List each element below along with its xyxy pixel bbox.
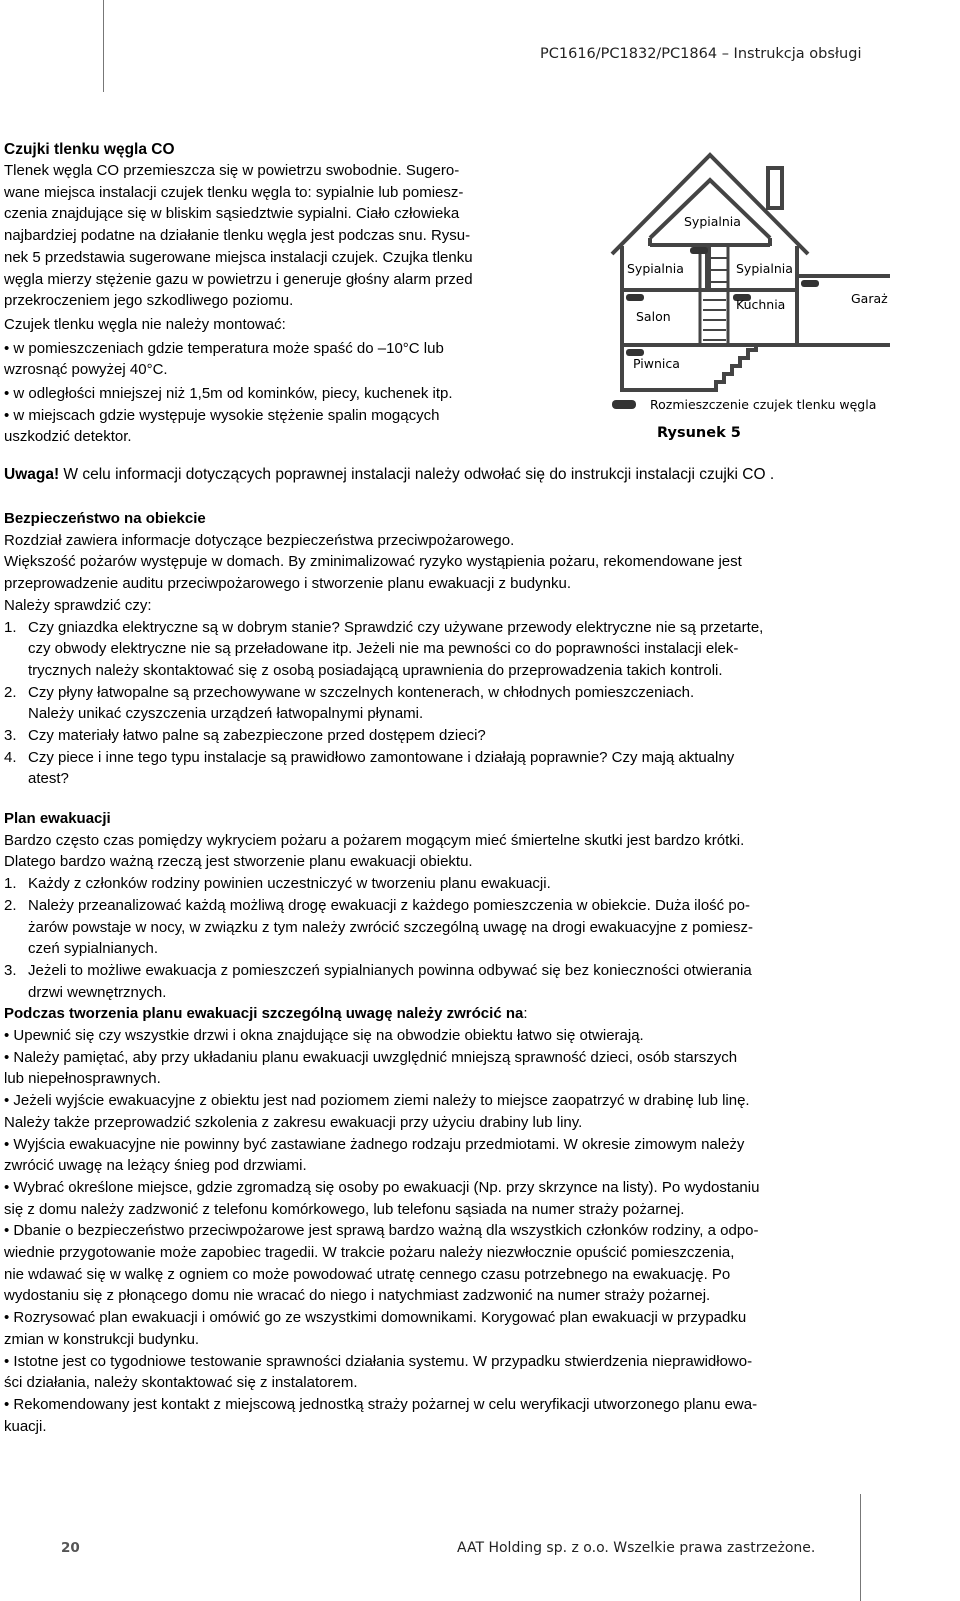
bullet-line: • Rekomendowany jest kontakt z miejscową jednostką straży pożarnej w celu weryfikacji utworzonego planu ewa- (4, 1395, 758, 1413)
text-line: atest? (28, 770, 69, 788)
text-line: żarów powstaje w nocy, w związku z tym należy zwrócić szczególną uwagę na drogi ewakuacyjne z pomiesz- (28, 918, 754, 936)
bullet-line: • w miejscach gdzie występuje wysokie stężenie spalin mogących (4, 406, 440, 424)
bullet-line: • w odległości mniejszej niż 1,5m od kominków, piecy, kuchenek itp. (4, 385, 453, 403)
bullet-line: kuacji. (4, 1417, 47, 1435)
list-number: 3. (4, 961, 17, 979)
co-detector-marker (801, 280, 819, 287)
co-paragraph (4, 160, 589, 312)
list-item (4, 895, 949, 960)
list-number: 2. (4, 683, 17, 701)
list-item (4, 617, 949, 682)
text-line: czeń sypialnianych. (28, 940, 159, 958)
evac-subheading (4, 1003, 949, 1025)
list-item (4, 682, 949, 725)
text-line: Czy piece i inne tego typu instalacje są prawidłowo zamontowane i działają poprawnie? Czy mają aktualny (28, 748, 735, 766)
text-line: trycznych należy skontaktować się z osobą posiadającą uprawnienia do przeprowadzenia takich kontroli. (28, 661, 723, 679)
footer-copyright: AAT Holding sp. z o.o. Wszelkie prawa zastrzeżone. (457, 1540, 816, 1556)
text-line: przeprowadzenie auditu przeciwpożarowego i stworzenie planu ewakuacji z budynku. (4, 575, 571, 593)
bullet-line: • Istotne jest co tygodniowe testowanie sprawności działania systemu. W przypadku stwierdzenia nieprawidłowo- (4, 1352, 753, 1370)
page-number: 20 (61, 1540, 80, 1556)
bullet-line: • w pomieszczeniach gdzie temperatura może spaść do –10°C lub (4, 339, 444, 357)
text-line: wane miejsca instalacji czujek tlenku węgla to: sypialnie lub pomiesz- (4, 183, 464, 201)
evac-list (4, 873, 949, 1003)
evac-section (4, 808, 949, 1437)
text-line: drzwi wewnętrznych. (28, 983, 167, 1001)
text-line: Należy sprawdzić czy: (4, 596, 152, 614)
text-line: przekroczeniem jego szkodliwego poziomu. (4, 292, 294, 310)
figure-caption: Rysunek 5 (657, 425, 741, 441)
room-label-kitchen: Kuchnia (736, 297, 786, 312)
list-item (4, 725, 949, 747)
bullet-line: nie wdawać się w walkę z ogniem co może powodować utratę cennego czasu potrzebnego na ewakuację. Po (4, 1265, 731, 1283)
subheading-colon: : (523, 1005, 528, 1023)
text-line: Czy gniazdka elektryczne są w dobrym stanie? Sprawdzić czy używane przewody elektryczne nie są przetarte, (28, 618, 764, 636)
co-bullets (4, 338, 589, 449)
text-line: Należy przeanalizować każdą możliwą drogę ewakuacji z każdego pomieszczenia w obiekcie. Duża ilość po- (28, 896, 751, 914)
text-line: Należy unikać czyszczenia urządzeń łatwopalnymi płynami. (28, 705, 424, 723)
note-label: Uwaga! (4, 466, 60, 483)
bullet-line: • Dbanie o bezpieczeństwo przeciwpożarowe jest sprawą bardzo ważną dla wszystkich członków rodziny, a odpo- (4, 1222, 759, 1240)
text-line: Jeżeli to możliwe ewakuacja z pomieszczeń sypialnianych powinna odbywać się bez konieczności otwierania (28, 961, 752, 979)
text-line: węgla mierzy stężenie gazu w powietrzu i generuje głośny alarm przed (4, 270, 473, 288)
text-line: Rozdział zawiera informacje dotyczące bezpieczeństwa przeciwpożarowego. (4, 531, 515, 549)
bullet-line: zwrócić uwagę na leżący śnieg pod drzwiami. (4, 1157, 307, 1175)
text-line: Każdy z członków rodziny powinien uczestniczyć w tworzeniu planu ewakuacji. (28, 875, 551, 893)
text-line: Dlatego bardzo ważną rzeczą jest stworzenie planu ewakuacji obiektu. (4, 853, 473, 871)
list-number: 2. (4, 896, 17, 914)
bullet-line: • Wyjścia ewakuacyjne nie powinny być zastawiane żadnego rodzaju przedmiotami. W okresie zimowym należy (4, 1135, 745, 1153)
text-line: najbardziej podatne na działanie tlenku węgla jest podczas snu. Rysu- (4, 227, 471, 245)
footer-divider (860, 1494, 861, 1601)
room-label-basement: Piwnica (633, 356, 680, 371)
list-number: 1. (4, 875, 17, 893)
bullet-line: lub niepełnosprawnych. (4, 1070, 161, 1088)
co-section (4, 139, 589, 448)
page-header-title: PC1616/PC1832/PC1864 – Instrukcja obsługi (540, 46, 862, 62)
safety-section (4, 508, 949, 790)
bullet-line: • Rozrysować plan ewakuacji i omówić go ze wszystkimi domownikami. Korygować plan ewakuacji w przypadku (4, 1309, 747, 1327)
safety-list (4, 617, 949, 791)
text-line: Większość pożarów występuje w domach. By zminimalizować ryzyko wystąpienia pożaru, rekomendowane jest (4, 553, 742, 571)
header-divider (103, 0, 104, 92)
list-item (4, 873, 949, 895)
list-item (4, 960, 949, 1003)
bullet-line: zmian w konstrukcji budynku. (4, 1330, 200, 1348)
text-line: Tlenek węgla CO przemieszcza się w powietrzu swobodnie. Sugero- (4, 162, 460, 179)
bullet-line: • Jeżeli wyjście ewakuacyjne z obiektu jest nad poziomem ziemi należy to miejsce zaopatrzyć w drabinę lub linę. (4, 1092, 750, 1110)
figure-legend-text: Rozmieszczenie czujek tlenku węgla (650, 397, 877, 412)
text-line: nek 5 przedstawia sugerowane miejsca instalacji czujek. Czujka tlenku (4, 248, 473, 266)
room-label-right-bedroom: Sypialnia (736, 261, 793, 276)
bullet-line: wzrosnąć powyżej 40°C. (4, 361, 168, 379)
bullet-line: Należy także przeprowadzić szkolenia z zakresu ewakuacji przy użyciu drabiny lub liny. (4, 1113, 583, 1131)
bullet-line: • Upewnić się czy wszystkie drzwi i okna znajdujące się na obwodzie obiektu łatwo się otwierają. (4, 1027, 644, 1045)
safety-heading: Bezpieczeństwo na obiekcie (4, 510, 206, 527)
bullet-line: ści działania, należy skontaktować się z instalatorem. (4, 1374, 358, 1392)
bullet-line: • Wybrać określone miejsce, gdzie zgromadzą się osoby po ewakuacji (Np. przy skrzynce na listy). Po wydostaniu (4, 1178, 760, 1196)
list-item (4, 747, 949, 790)
roof-inner (650, 180, 770, 238)
text-line: Czy płyny łatwopalne są przechowywane w szczelnych kontenerach, w chłodnych pomieszczeniach. (28, 683, 695, 701)
text-line: czy obwody elektryczne nie są przeładowane itp. Jeżeli nie ma pewności co do poprawności instalacji elek- (28, 640, 739, 658)
bullet-line: wydostaniu się z płonącego domu nie wracać do niego i natychmiast zadzwonić na numer straży pożarnej. (4, 1287, 711, 1305)
chimney-shape (768, 168, 782, 208)
subheading-text: Podczas tworzenia planu ewakuacji szczególną uwagę należy zwrócić na (4, 1005, 524, 1023)
note-text: W celu informacji dotyczących poprawnej instalacji należy odwołać się do instrukcji instalacji czujki CO . (59, 466, 775, 483)
text-line: Czy materiały łatwo palne są zabezpieczone przed dostępem dzieci? (28, 727, 486, 745)
co-heading: Czujki tlenku węgla CO (4, 141, 175, 158)
bullet-line: się z domu należy zadzwonić z telefonu komórkowego, lub telefonu sąsiada na numer straży pożarnej. (4, 1200, 685, 1218)
list-number: 3. (4, 727, 17, 745)
list-number: 1. (4, 618, 17, 636)
co-note (4, 464, 954, 486)
evac-heading: Plan ewakuacji (4, 810, 111, 827)
room-label-salon: Salon (636, 309, 671, 324)
text-line: Bardzo często czas pomiędzy wykryciem pożaru a pożarem mogącym mieć śmiertelne skutki jest bardzo krótki. (4, 831, 745, 849)
co-detector-marker (626, 294, 644, 301)
co-detector-marker (690, 247, 708, 254)
bullet-line: uszkodzić detektor. (4, 428, 132, 446)
bullet-line: • Należy pamiętać, aby przy układaniu planu ewakuacji uwzględnić mniejszą sprawność dzieci, osób starszych (4, 1048, 738, 1066)
co-not-mount: Czujek tlenku węgla nie należy montować: (4, 315, 286, 333)
evac-bullets (4, 1025, 949, 1437)
list-number: 4. (4, 748, 17, 766)
co-detector-marker (626, 349, 644, 356)
room-label-top-bedroom: Sypialnia (684, 214, 741, 229)
bullet-line: wiednie przygotowanie może zapobiec tragedii. W trakcie pożaru należy niezwłocznie opuścić pomieszczenia, (4, 1244, 735, 1262)
room-label-garage: Garaż (851, 291, 888, 306)
text-line: czenia znajdujące się w bliskim sąsiedztwie sypialni. Ciało człowieka (4, 205, 460, 223)
room-label-left-bedroom: Sypialnia (627, 261, 684, 276)
legend-marker (612, 400, 636, 409)
